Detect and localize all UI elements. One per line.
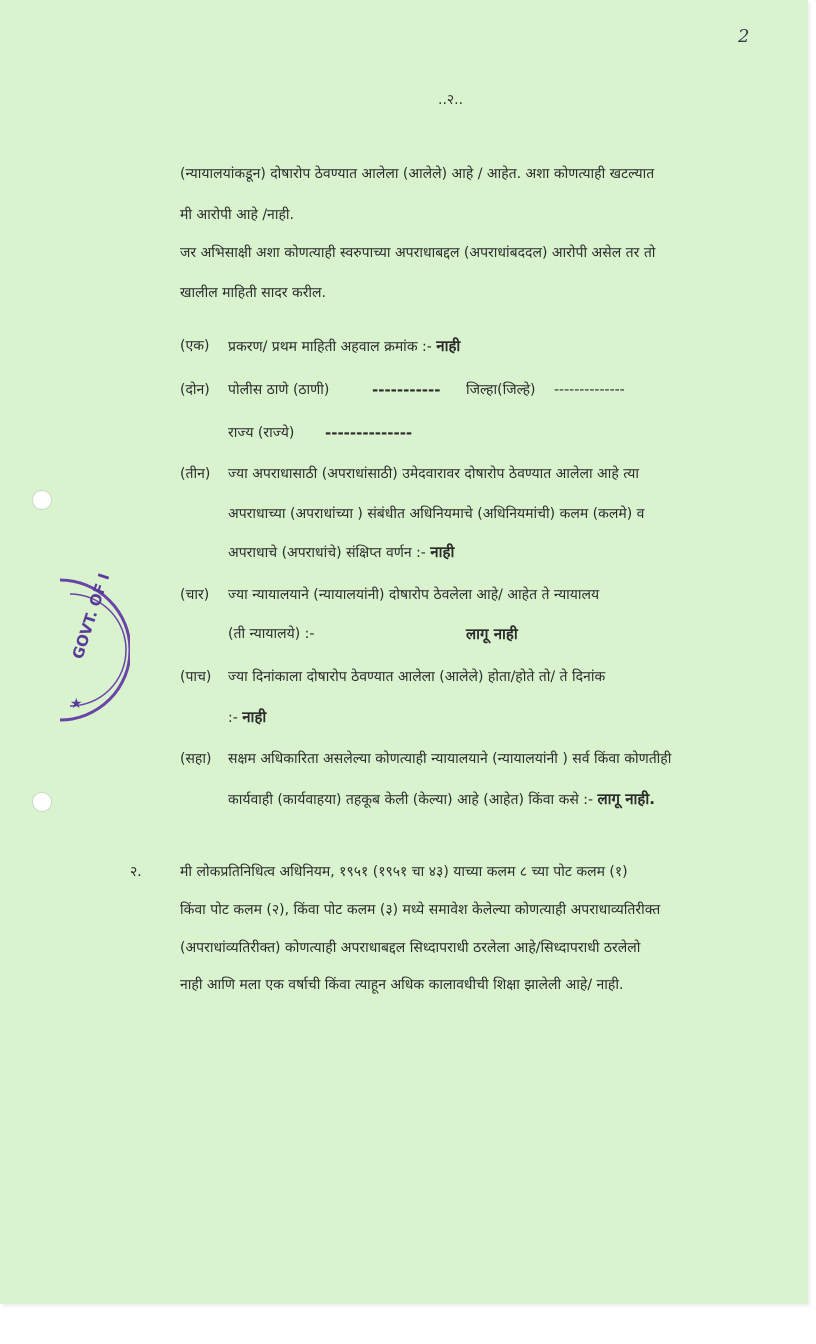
item-ek-text <box>228 336 460 357</box>
intro-line-2: मी आरोपी आहे /नाही. <box>180 207 294 223</box>
intro-line-4: खालील माहिती सादर करील. <box>180 285 326 301</box>
handwritten-page-number: 2 <box>738 26 750 47</box>
intro-line-3: जर अभिसाक्षी अशा कोणत्याही स्वरुपाच्या अपराधाबद्दल (अपराधांबददल) आरोपी असेल तर तो <box>180 245 656 261</box>
official-seal-stamp <box>30 560 130 740</box>
item-saha-line-2 <box>228 789 655 810</box>
item-char-line-1: ज्या न्यायालयाने (न्यायालयांनी) दोषारोप ठेवलेला आहे/ आहेत ते न्यायालय <box>228 587 600 603</box>
intro-line-1: (न्यायालयांकडून) दोषारोप ठेवण्यात आलेला (आलेले) आहे / आहेत. अशा कोणत्याही खटल्यात <box>180 166 655 182</box>
item-teen-line-2: अपराधाच्या (अपराधांच्या ) संबंधीत अधिनियमाचे (अधिनियमांची) कलम (कलमे) व <box>228 506 645 522</box>
punch-hole-top <box>32 490 52 510</box>
item-teen-label: (तीन) <box>180 466 211 482</box>
item-teen-line-3 <box>228 542 454 563</box>
section-2-line-2: किंवा पोट कलम (२), किंवा पोट कलम (३) मध्ये समावेश केलेल्या कोणत्याही अपराधाव्यतिरीक्त <box>180 902 661 918</box>
item-teen-value: नाही <box>430 543 455 561</box>
item-char-label: (चार) <box>180 587 210 603</box>
item-don-dash-3: -------------- <box>325 424 413 442</box>
item-don-state: राज्य (राज्ये) <box>228 425 295 441</box>
item-ek-question: प्रकरण/ प्रथम माहिती अहवाल क्रमांक :- <box>228 339 432 355</box>
page-mark: ..२.. <box>438 92 464 108</box>
item-pach-colon: :- <box>228 710 238 726</box>
item-saha-line-1: सक्षम अधिकारिता असलेल्या कोणत्याही न्यायालयाने (न्यायालयांनी ) सर्व किंवा कोणतीही <box>228 751 672 767</box>
item-pach-value: नाही <box>242 708 267 726</box>
section-2-line-1: मी लोकप्रतिनिधित्व अधिनियम, १९५१ (१९५१ चा ४३) याच्या कलम ८ च्या पोट कलम (१) <box>180 864 628 880</box>
section-2-line-3: (अपराधांव्यतिरीक्त) कोणत्याही अपराधाबद्दल सिध्दापराधी ठरलेला आहे/सिध्दापराधी ठरलेलो <box>180 940 641 956</box>
item-don-label: (दोन) <box>180 382 210 398</box>
item-teen-line-1: ज्या अपराधासाठी (अपराधांसाठी) उमेदवारावर दोषारोप ठेवण्यात आलेला आहे त्या <box>228 466 640 482</box>
seal-text: GOVT. OF I <box>68 571 114 662</box>
item-don-dash-2: -------------- <box>554 382 625 398</box>
section-2-number: २. <box>130 864 142 880</box>
section-2-line-4: नाही आणि मला एक वर्षाची किंवा त्याहून अधिक कालावधीची शिक्षा झालेली आहे/ नाही. <box>180 977 624 993</box>
item-char-line-2: (ती न्यायालये) :- <box>228 626 315 642</box>
item-pach-line-1: ज्या दिनांकाला दोषारोप ठेवण्यात आलेला (आलेले) होता/होते तो/ ते दिनांक <box>228 669 606 685</box>
item-ek-label: (एक) <box>180 338 210 354</box>
item-saha-value: लागू नाही. <box>597 790 655 808</box>
seal-star-icon: ★ <box>70 696 83 712</box>
item-char-value: लागू नाही <box>466 625 518 643</box>
item-don-police: पोलीस ठाणे (ठाणी) <box>228 382 330 398</box>
item-don-dash-1: ----------- <box>372 381 441 399</box>
item-saha-label: (सहा) <box>180 751 212 767</box>
punch-hole-bottom <box>32 792 52 812</box>
item-pach-line-2 <box>228 707 266 728</box>
item-teen-question: अपराधाचे (अपराधांचे) संक्षिप्त वर्णन :- <box>228 545 426 561</box>
item-pach-label: (पाच) <box>180 669 212 685</box>
item-don-district: जिल्हा(जिल्हे) <box>466 382 536 398</box>
item-ek-value: नाही <box>436 337 461 355</box>
item-saha-question: कार्यवाही (कार्यवाहया) तहकूब केली (केल्या) आहे (आहेत) किंवा कसे :- <box>228 792 594 808</box>
